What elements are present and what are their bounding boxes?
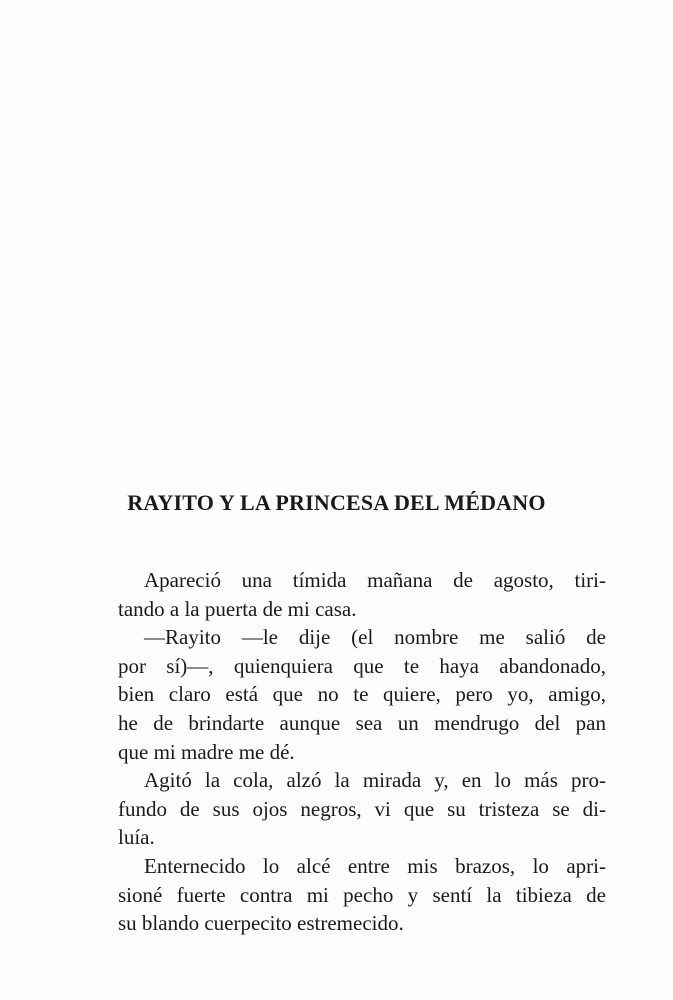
text-line: —Rayito —le dije (el nombre me salió de (144, 625, 606, 650)
text-line: por sí)—, quienquiera que te haya abandonado, (118, 653, 606, 678)
text-line: Agitó la cola, alzó la mirada y, en lo más pro- (144, 768, 606, 793)
text-line: bien claro está que no te quiere, pero yo, amigo, (118, 682, 606, 707)
text-line: sioné fuerte contra mi pecho y sentí la tibieza de (118, 882, 606, 907)
text-line: fundo de sus ojos negros, vi que su tristeza se di- (118, 796, 606, 821)
text-line: Apareció una tímida mañana de agosto, tiri- (144, 568, 606, 592)
text-line: luía. (118, 825, 155, 850)
text-line: que mi madre me dé. (118, 739, 295, 764)
text-line: su blando cuerpecito estremecido. (118, 911, 404, 936)
story-text (118, 566, 606, 938)
text-line: tando a la puerta de mi casa. (118, 596, 357, 621)
text-line: he de brindarte aunque sea un mendrugo del pan (118, 710, 606, 735)
text-line: Enternecido lo alcé entre mis brazos, lo apri- (144, 853, 606, 878)
chapter-title: RAYITO Y LA PRINCESA DEL MÉDANO (127, 490, 546, 515)
